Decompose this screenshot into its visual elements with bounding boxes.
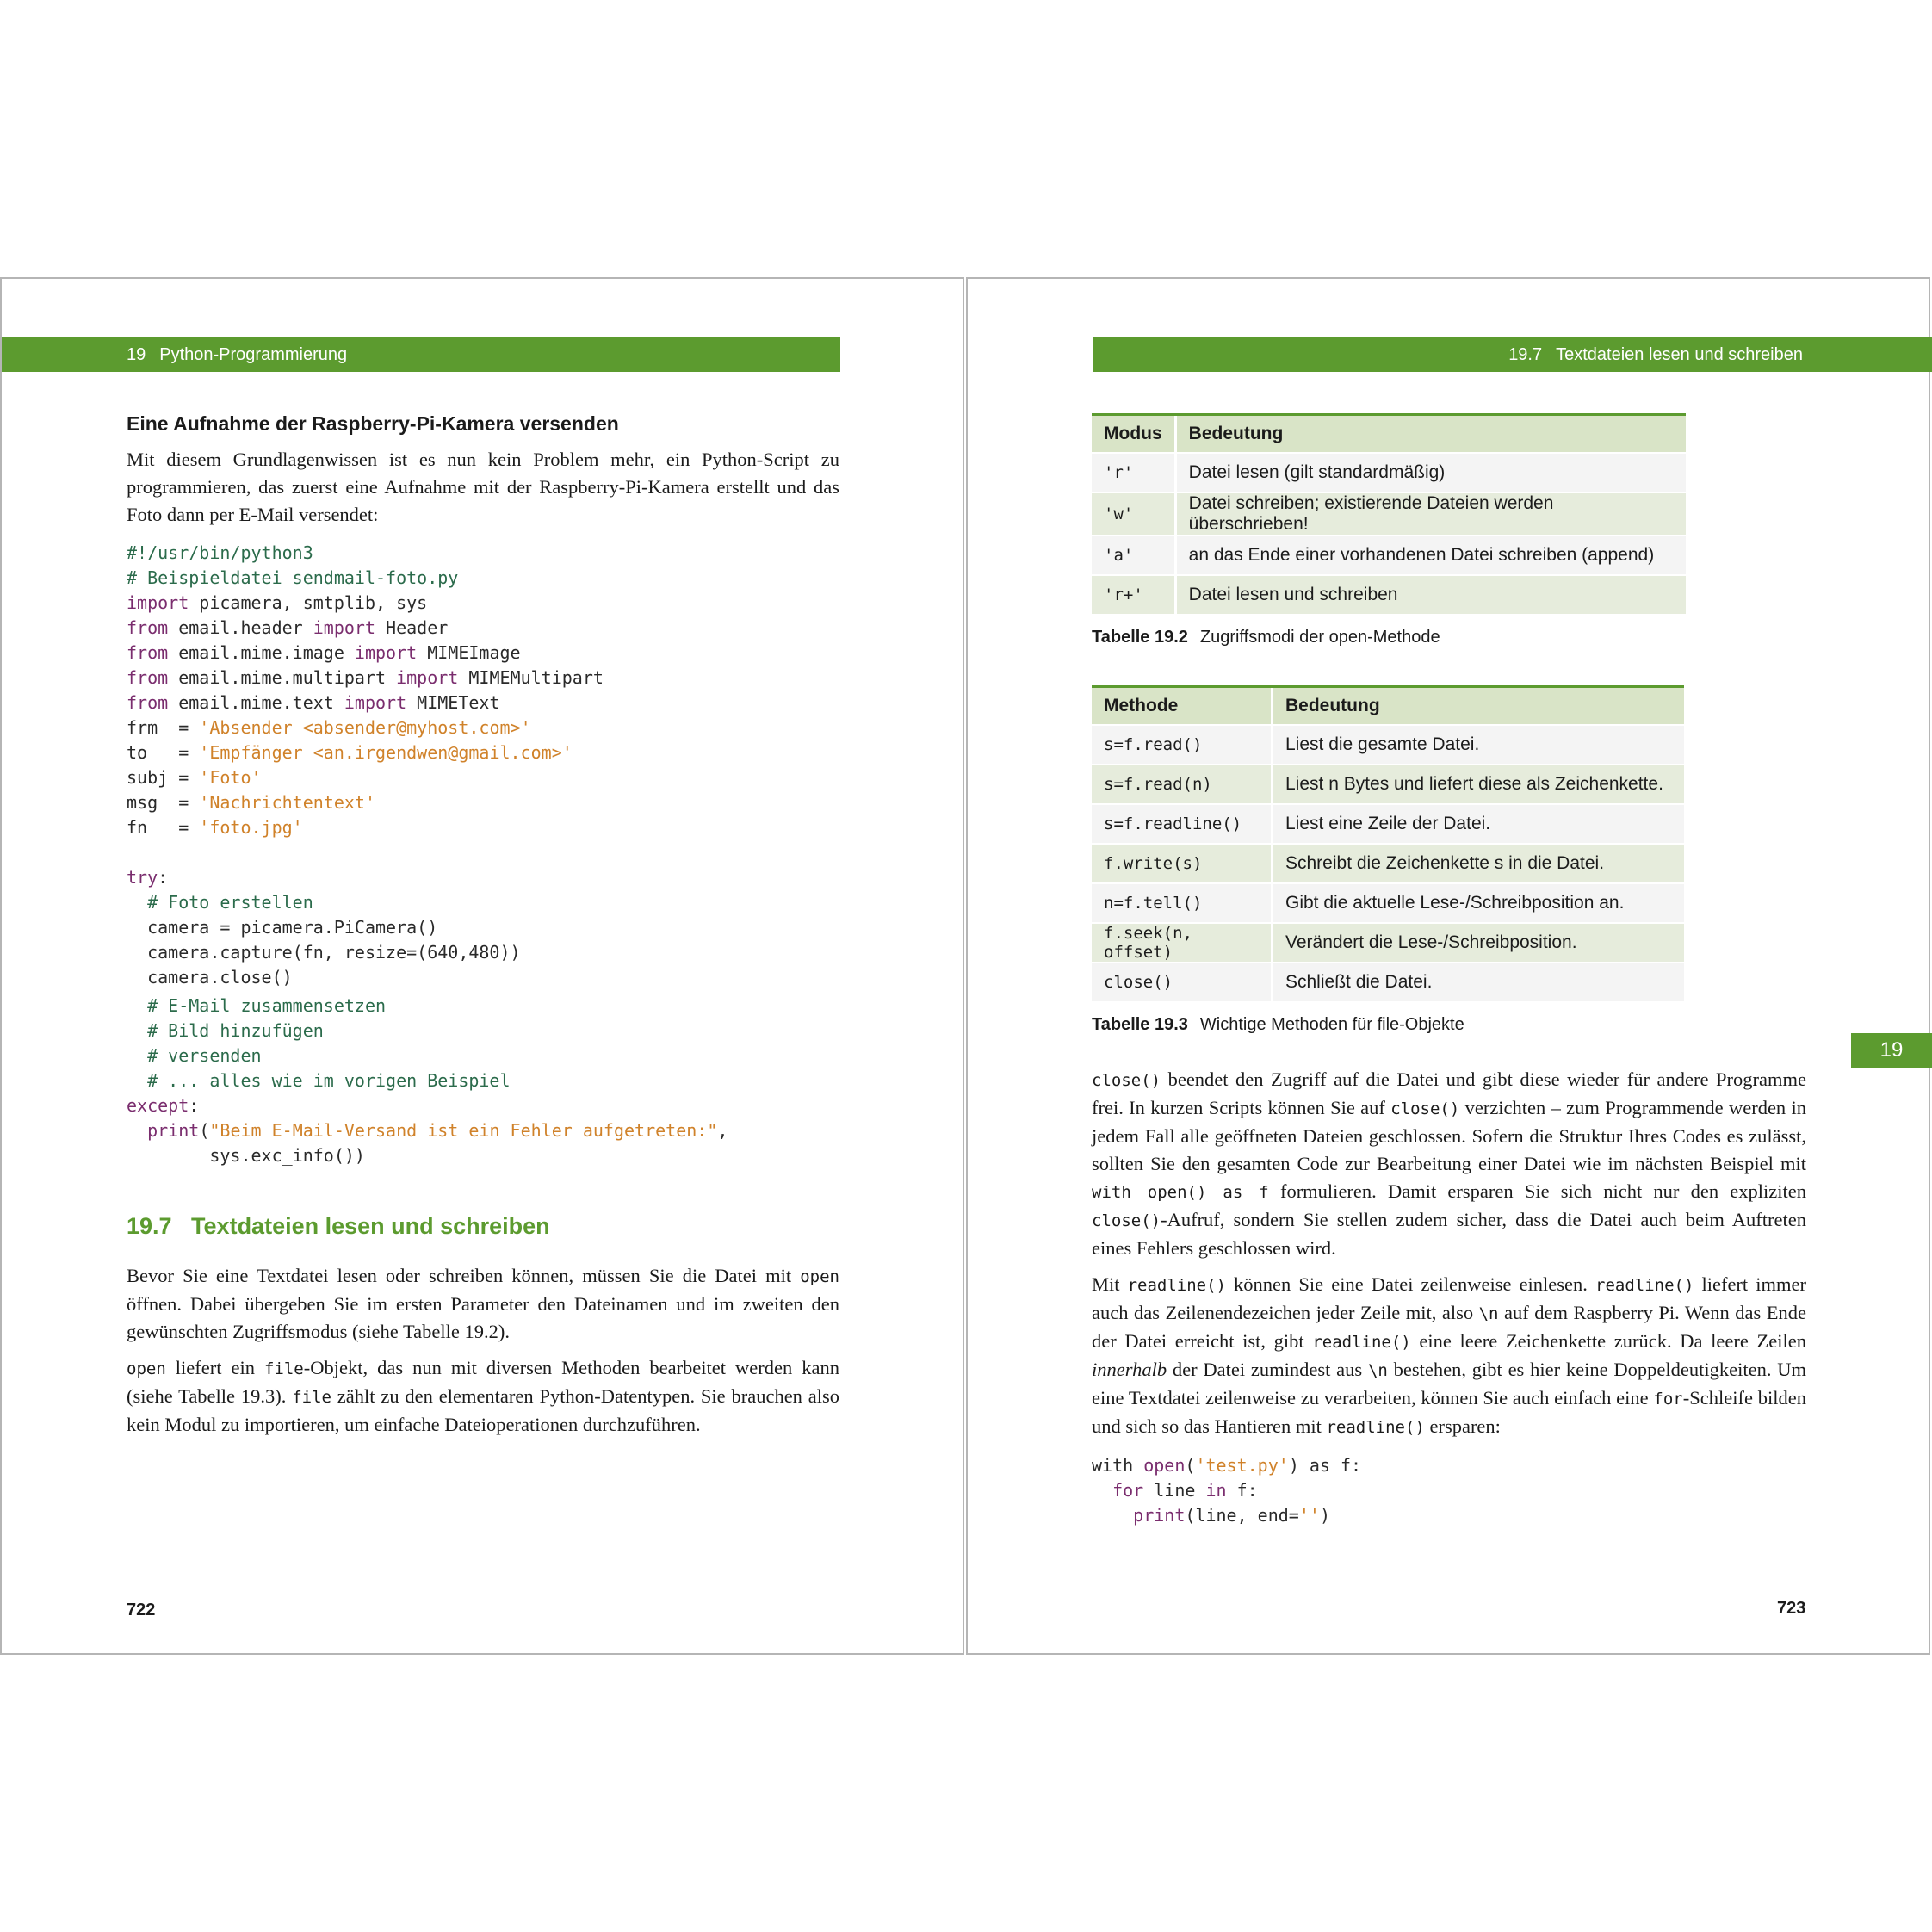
table-header: Bedeutung xyxy=(1273,687,1685,726)
code-text: ( xyxy=(199,1120,210,1141)
header-section-number: 19.7 xyxy=(1508,345,1543,364)
code-text: to = xyxy=(127,742,200,763)
table-caption-19-3: Tabelle 19.3 Wichtige Methoden für file-Objekte xyxy=(1092,1015,1464,1034)
code-line: # Beispieldatei sendmail-foto.py xyxy=(127,567,459,588)
code-keyword: from xyxy=(127,617,169,638)
code-keyword: print xyxy=(147,1120,200,1141)
page-number-left: 722 xyxy=(127,1601,156,1619)
table-row: n=f.tell() Gibt die aktuelle Lese-/Schreibposition an. xyxy=(1092,883,1684,923)
code-text: sys.exc_info()) xyxy=(127,1145,365,1166)
table-row: s=f.read(n) Liest n Bytes und liefert diese als Zeichenkette. xyxy=(1092,765,1684,804)
code-keyword: except xyxy=(127,1095,189,1116)
code-keyword: from xyxy=(127,667,169,688)
code-text: fn = xyxy=(127,817,200,838)
code-text: Header xyxy=(375,617,449,638)
chapter-thumb-tab: 19 xyxy=(1851,1033,1932,1068)
header-chapter-number: 19 xyxy=(127,345,146,364)
paragraph-file-object: open liefert ein file-Objekt, das nun mit diversen Methoden bearbeitet werden kann (siehe Tabelle 19.3). file zählt zu den elementaren Python-Datentypen. Sie brauchen also kein Modul zu importieren, um einfache Dateioperationen durchzuführen. xyxy=(127,1357,839,1435)
table-row: s=f.readline() Liest eine Zeile der Datei. xyxy=(1092,804,1684,844)
code-text xyxy=(127,1120,147,1141)
table-row: close() Schließt die Datei. xyxy=(1092,963,1684,1001)
table-row: 'a' an das Ende einer vorhandenen Datei schreiben (append) xyxy=(1092,536,1686,575)
code-keyword: import xyxy=(396,667,459,688)
section-heading: 19.7 Textdateien lesen und schreiben xyxy=(127,1213,550,1239)
code-text: camera.close() xyxy=(127,967,293,988)
code-string: 'foto.jpg' xyxy=(199,817,303,838)
table-row: 'w' Datei schreiben; existierende Dateien werden überschrieben! xyxy=(1092,492,1686,536)
code-text: camera.capture(fn, resize=(640,480)) xyxy=(127,942,521,963)
code-keyword: import xyxy=(354,642,418,663)
code-text: MIMEText xyxy=(406,692,500,713)
code-keyword: import xyxy=(127,592,189,613)
code-keyword: import xyxy=(344,692,407,713)
table-row: f.seek(n, offset) Verändert die Lese-/Schreibposition. xyxy=(1092,923,1684,963)
code-text: MIMEMultipart xyxy=(458,667,604,688)
table-row: 'r' Datei lesen (gilt standardmäßig) xyxy=(1092,453,1686,492)
code-text: email.mime.image xyxy=(168,642,355,663)
right-column xyxy=(1092,413,1806,1528)
code-text: , xyxy=(717,1120,728,1141)
code-text: frm = xyxy=(127,717,200,738)
code-text: msg = xyxy=(127,792,200,813)
code-listing-readlines: with open('test.py') as f: for line in f: print(line, end='') xyxy=(1092,1455,1362,1526)
left-column xyxy=(127,412,839,1447)
table-header: Bedeutung xyxy=(1175,415,1686,454)
table-header: Methode xyxy=(1092,687,1273,726)
code-text: email.mime.text xyxy=(168,692,344,713)
table-header: Modus xyxy=(1092,415,1175,454)
header-section-title: Textdateien lesen und schreiben xyxy=(1556,345,1803,364)
code-keyword: from xyxy=(127,642,169,663)
code-text: email.header xyxy=(168,617,313,638)
intro-paragraph: Mit diesem Grundlagenwissen ist es nun kein Problem mehr, ein Python-Script zu programmieren, das zuerst eine Aufnahme mit der Raspberry-Pi-Kamera erstellt und das Foto dann per E-Mail versendet: xyxy=(127,449,839,525)
code-keyword: import xyxy=(313,617,375,638)
code-text: : xyxy=(189,1095,200,1116)
table-row: f.write(s) Schreibt die Zeichenkette s in die Datei. xyxy=(1092,844,1684,883)
code-text: picamera, smtplib, sys xyxy=(189,592,428,613)
code-text: MIMEImage xyxy=(417,642,521,663)
code-comment: # versenden xyxy=(127,1045,262,1066)
paragraph-open: Bevor Sie eine Textdatei lesen oder schreiben können, müssen Sie die Datei mit open öffnen. Dabei übergeben Sie im ersten Parameter den Dateinamen und im zweiten den gewünschten Zugriffsmodus (siehe Tabelle 19.2). xyxy=(127,1265,839,1342)
table-access-modes xyxy=(1092,413,1686,614)
left-page xyxy=(0,277,964,1655)
header-chapter-title: Python-Programmierung xyxy=(159,345,348,364)
table-file-methods xyxy=(1092,685,1684,1001)
table-row: 'r+' Datei lesen und schreiben xyxy=(1092,575,1686,614)
code-line: #!/usr/bin/python3 xyxy=(127,542,313,563)
code-comment: # ... alles wie im vorigen Beispiel xyxy=(127,1070,511,1091)
code-string: 'Foto' xyxy=(199,767,262,788)
code-string: 'Absender <absender@myhost.com>' xyxy=(199,717,531,738)
right-running-header xyxy=(1093,337,1932,372)
code-text: email.mime.multipart xyxy=(168,667,397,688)
code-text: subj = xyxy=(127,767,200,788)
table-caption-19-2: Tabelle 19.2 Zugriffsmodi der open-Methode xyxy=(1092,628,1440,647)
code-keyword: try xyxy=(127,867,158,888)
code-comment: # Bild hinzufügen xyxy=(127,1020,324,1041)
code-keyword: from xyxy=(127,692,169,713)
table-row: s=f.read() Liest die gesamte Datei. xyxy=(1092,725,1684,765)
code-comment: # E-Mail zusammensetzen xyxy=(127,995,387,1016)
left-running-header xyxy=(2,337,840,372)
page-number-right: 723 xyxy=(1777,1599,1806,1618)
code-listing-sendmail xyxy=(127,541,839,1168)
code-comment: # Foto erstellen xyxy=(127,892,313,913)
code-string: "Beim E-Mail-Versand ist ein Fehler aufgetreten:" xyxy=(209,1120,718,1141)
book-spread xyxy=(0,277,1932,1656)
code-string: 'Empfänger <an.irgendwen@gmail.com>' xyxy=(199,742,573,763)
code-string: 'Nachrichtentext' xyxy=(199,792,375,813)
code-text: : xyxy=(158,867,169,888)
code-text: camera = picamera.PiCamera() xyxy=(127,917,438,938)
subheading: Eine Aufnahme der Raspberry-Pi-Kamera versenden xyxy=(127,412,619,435)
paragraph-readline: Mit readline() können Sie eine Datei zeilenweise einlesen. readline() liefert immer auch das Zeilenendezeichen jeder Zeile mit, also \n auf dem Raspberry Pi. Wenn das Ende der Datei erreicht ist, gibt readline() eine leere Zeichenkette zurück. Da leere Zeilen innerhalb der Datei zumindest aus \n bestehen, gibt es hier keine Doppeldeutigkeiten. Um eine Textdatei zeilenweise zu verarbeiten, können Sie auch einfach eine for-Schleife bilden und sich so das Hantieren mit readline() ersparen: xyxy=(1092,1273,1806,1437)
paragraph-close: close() beendet den Zugriff auf die Datei und gibt diese wieder für andere Programme frei. In kurzen Scripts können Sie auf close() verzichten – zum Programmende werden in jedem Fall alle geöffneten Dateien geschlossen. Sofern die Struktur Ihres Codes es zulässt, sollten Sie den gesamten Code zur Bearbeitung einer Datei wie im nächsten Beispiel mit with open() as f formulieren. Damit ersparen Sie sich nicht nur den expliziten close()-Aufruf, sondern Sie stellen zudem sicher, dass die Datei auch beim Auftreten eines Fehlers geschlossen wird. xyxy=(1092,1068,1806,1259)
